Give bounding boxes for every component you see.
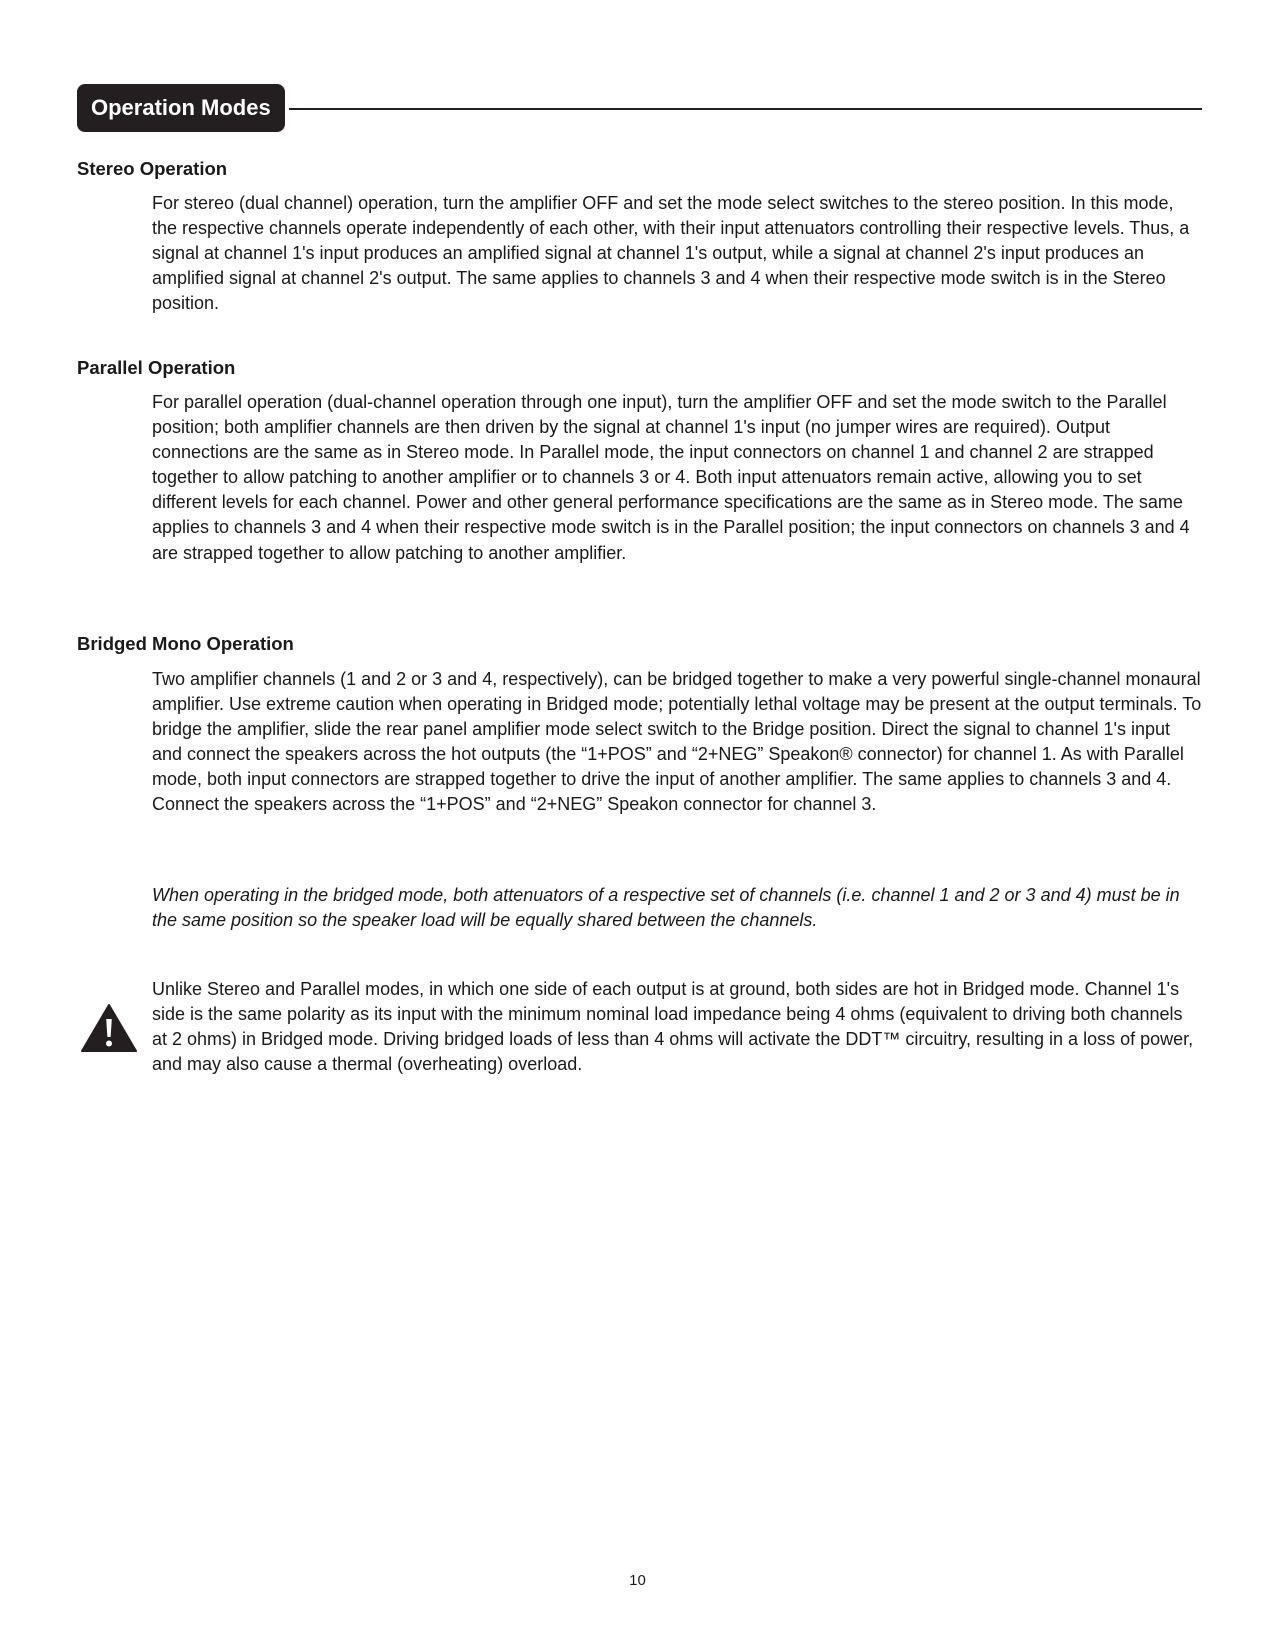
stereo-heading: Stereo Operation — [77, 158, 228, 179]
stereo-paragraph: For stereo (dual channel) operation, turn the amplifier OFF and set the mode select switches to the stereo position. In this mode, the respective channels operate independently of each other, with their input attenuators controlling their respective levels. Thus, a signal at channel 1's input produces an amplified signal at channel 1's output, while a signal at channel 2's input produces an amplified signal at channel 2's output. The same applies to channels 3 and 4 when their respective mode switch is in the Stereo position. — [152, 193, 1190, 314]
section-header — [77, 84, 1202, 132]
section-rule — [289, 108, 1202, 110]
section-title: Operation Modes — [77, 84, 285, 132]
bridged-warning: Unlike Stereo and Parallel modes, in which one side of each output is at ground, both sides are hot in Bridged mode. Channel 1's side is the same polarity as its input with the minimum nominal load impedance being 4 ohms (equivalent to driving both channels at 2 ohms) in Bridged mode. Driving bridged loads of less than 4 ohms will activate the DDT™ circuitry, resulting in a loss of power, and may also cause a thermal (overheating) overload. — [152, 979, 1194, 1075]
parallel-heading: Parallel Operation — [77, 357, 236, 378]
bridged-note: When operating in the bridged mode, both attenuators of a respective set of channels (i.e. channel 1 and 2 or 3 and 4) must be in the same position so the speaker load will be equally shared between the channels. — [152, 885, 1180, 931]
warning-triangle-icon — [80, 1003, 138, 1053]
parallel-paragraph: For parallel operation (dual-channel operation through one input), turn the amplifier OFF and set the mode switch to the Parallel position; both amplifier channels are then driven by the signal at channel 1's input (no jumper wires are required). Output connections are the same as in Stereo mode. In Parallel mode, the input connectors on channel 1 and channel 2 are strapped together to allow patching to another amplifier or to channels 3 or 4. Both input attenuators remain active, allowing you to set different levels for each channel. Power and other general performance specifications are the same as in Stereo mode. The same applies to channels 3 and 4 when their respective mode switch is in the Parallel position; the input connectors on channels 3 and 4 are strapped together to allow patching to another amplifier. — [152, 392, 1190, 563]
page-number: 10 — [629, 1572, 646, 1589]
bridged-paragraph: Two amplifier channels (1 and 2 or 3 and 4, respectively), can be bridged together to make a very powerful single-channel monaural amplifier. Use extreme caution when operating in Bridged mode; potentially lethal voltage may be present at the output terminals. To bridge the amplifier, slide the rear panel amplifier mode select switch to the Bridge position. Direct the signal to channel 1's input and connect the speakers across the hot outputs (the “1+POS” and “2+NEG” Speakon® connector) for channel 1. As with Parallel mode, both input connectors are strapped together to drive the input of another amplifier. The same applies to channels 3 and 4. Connect the speakers across the “1+POS” and “2+NEG” Speakon connector for channel 3. — [152, 669, 1202, 815]
bridged-heading: Bridged Mono Operation — [77, 633, 294, 654]
